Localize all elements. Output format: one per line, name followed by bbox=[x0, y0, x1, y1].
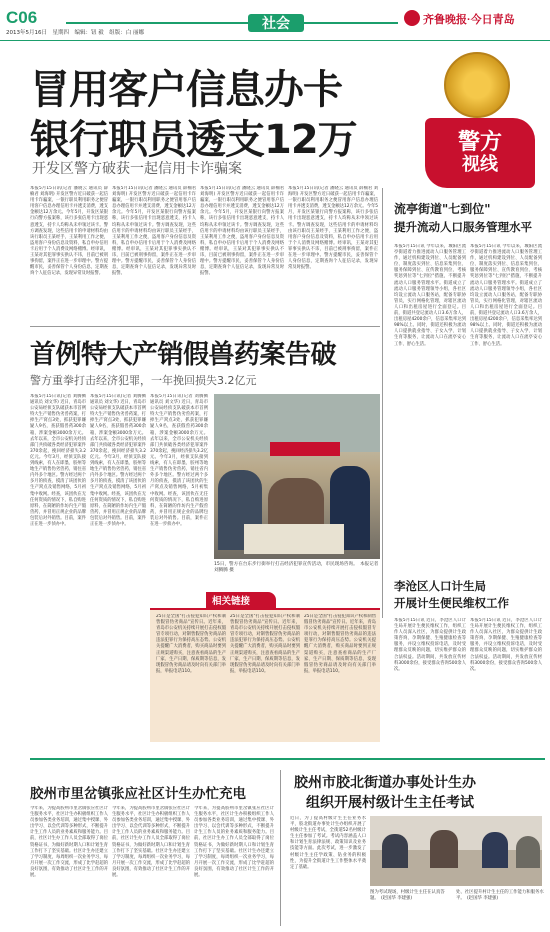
linkbox-body-col2: 25日是全国"打击侵犯知识产权和制售假冒伪劣商品"宣传日。近年来，青岛市公安机关持续开展打击侵权假冒专项行动，对制售假冒伪劣商品的违法犯罪行为保持高压态势。公安机关提醒广大消费者，购买商品时要到正规渠道购买，注意查看商品的生产厂家、生产日期、保质期等信息，发现假冒伪劣商品请及时向有关部门举报，举报电话110。 bbox=[230, 614, 300, 674]
sidebar-a-headline-line1: 流亭街道"七到位" bbox=[394, 202, 491, 216]
page-code: C06 bbox=[6, 8, 38, 27]
stamp-line2: 视线 bbox=[462, 154, 498, 175]
story1-body-col3: 本报5月15日讯(记者 潘晓云 通讯员 薛楠君 刘海明) 开发区警方近日破获一起信用卡诈骗案，一银行职员利用职务之便冒用客户信息办理信用卡并透支消费，透支金额达12万余元。今年5月，开发区某银行向警方报案称，该行多张信用卡出现恶意透支，持卡人均称从未申领过该卡。警方调查发现，这些信用卡的申请材料均由该行职员王某经手，王某利用工作之便，盗用客户身份信息及资料，私自申办信用卡后用于个人消费及网络赌博。经审讯，王某对其犯罪事实供认不讳，目前已被刑事拘留，案件正在进一步审理中。警方提醒市民，妥善保管个人身份信息，定期查询个人征信记录，发现异常及时报警。 bbox=[200, 186, 284, 277]
story4-body-col1: 近日，为了提高村级计生主任业务水平，胶北街道办事处计生办组织开展了村级计生主任考试，全街道52名村级计生主任参加了考试。考试内容涵盖人口和计划生育法律法规、政策知识及业务技能等方面。此次考试，进一步激发了村级计生主任学政策、钻业务的积极性，为提升全街道计生工作整体水平奠定了基础。 bbox=[290, 816, 366, 870]
divider-bottom-vertical bbox=[280, 770, 281, 926]
linkbox-header bbox=[206, 592, 276, 608]
sidebar-a-headline-line2: 提升流动人口服务管理水平 bbox=[394, 220, 532, 234]
story2-body-col3: 本报5月15日讯(记者 刘腾腾 通讯员 刘文华) 近日，青岛市公安局经侦支队破获本市首例特大生产销售伪劣兽药案，打掉生产窝点3处，抓获犯罪嫌疑人9名，查获假兽药300余箱，涉案金额3000余万元。去年以来，全市公安机关经侦部门共侦破各类经济犯罪案件370余起，挽回经济损失3.2亿元。今年3月，经侦支队接到线索，有人在即墨、胶州等地生产销售伪劣兽药，销往省内外多个地区。警方经过两个多月的侦查，摸清了该团伙的生产窝点及销售网络，5月初集中收网。经查，该团伙在无任何资质的情况下，私自购进原料，在简陋的作坊内生产假兽药，并冒用正规企业的品牌包装后对外销售。目前，案件正在进一步侦办中。 bbox=[150, 394, 208, 527]
sidebar-b-body-col2: 本报5月15日讯 近日，李沧区人口计生局开展计生便民维权工作，组织工作人员深入社区，为群众提供计生政策咨询、孕期保健、生殖健康检查等服务，并设立维权投诉电话，及时受理群众反映的问题，切实维护群众的合法权益。活动期间，共发放宣传材料3000余份，接受群众咨询500余人次。 bbox=[470, 618, 542, 672]
sidebar-b-body-col1: 本报5月15日讯 近日，李沧区人口计生局开展计生便民维权工作，组织工作人员深入社区，为群众提供计生政策咨询、孕期保健、生殖健康检查等服务，并设立维权投诉电话，及时受理群众反映的问题，切实维护群众的合法权益。活动期间，共发放宣传材料3000余份，接受群众咨询500余人次。 bbox=[394, 618, 466, 672]
linkbox-body-col3: 25日是全国"打击侵犯知识产权和制售假冒伪劣商品"宣传日。近年来，青岛市公安机关持续开展打击侵权假冒专项行动，对制售假冒伪劣商品的违法犯罪行为保持高压态势。公安机关提醒广大消费者，购买商品时要到正规渠道购买，注意查看商品的生产厂家、生产日期、保质期等信息，发现假冒伪劣商品请及时向有关部门举报，举报电话110。 bbox=[304, 614, 376, 674]
stamp-line1: 警方 bbox=[457, 130, 502, 155]
sidebar-a-body-col1: 本报5月15日讯 今年以来，城阳区流亭街道着力推进流动人口服务管理工作，通过机构建设到位、人员配备到位、制度落实到位、信息采集到位、服务保障到位、宣传教育到位、考核奖惩到位等"七到位"措施，不断提升流动人口服务管理水平。街道成立了流动人口服务管理领导小组，各社区均设立流动人口服务站，配备专职协管员，实行网格化管理，对辖区流动人口和出租房屋进行全面登记。目前，街道共登记流动人口3.6万余人，出租房屋4200余户，信息采集率达到98%以上。同时，街道还积极为流动人口提供就业指导、子女入学、计划生育等服务，让流动人口在流亭安心工作、舒心生活。 bbox=[394, 244, 466, 347]
dateline: 2013年5月16日 星期四 编辑：钮 毅 组版：白 丽娜 bbox=[6, 30, 144, 36]
story4-headline-line1: 胶州市胶北街道办事处计生办 bbox=[294, 775, 476, 791]
story1-body-col4: 本报5月15日讯(记者 潘晓云 通讯员 薛楠君 刘海明) 开发区警方近日破获一起信用卡诈骗案，一银行职员利用职务之便冒用客户信息办理信用卡并透支消费，透支金额达12万余元。今年5月，开发区某银行向警方报案称，该行多张信用卡出现恶意透支，持卡人均称从未申领过该卡。警方调查发现，这些信用卡的申请材料均由该行职员王某经手，王某利用工作之便，盗用客户身份信息及资料，私自申办信用卡后用于个人消费及网络赌博。经审讯，王某对其犯罪事实供认不讳，目前已被刑事拘留，案件正在进一步审理中。警方提醒市民，妥善保管个人身份信息，定期查询个人征信记录，发现异常及时报警。 bbox=[288, 186, 378, 271]
section-badge bbox=[248, 14, 304, 32]
photo-examinee-2 bbox=[430, 830, 458, 868]
masthead-rule bbox=[0, 40, 550, 41]
story4-tail-text: 处、社区提升村计生主任的工作能力和服务水平。 (赵国华 李建强) bbox=[456, 890, 544, 901]
story4-headline-line2: 组织开展村级计生主任考试 bbox=[306, 795, 474, 811]
story1-headline-line2: 银行职员透支12万 bbox=[30, 117, 357, 163]
story3-headline: 胶州市里岔镇张应社区计生办忙充电 bbox=[30, 786, 246, 802]
linkbox-title: 相关链接 bbox=[212, 596, 251, 607]
photo-examinee-3 bbox=[482, 832, 508, 868]
sidebar-a-body-col2: 本报5月15日讯 今年以来，城阳区流亭街道着力推进流动人口服务管理工作，通过机构建设到位、人员配备到位、制度落实到位、信息采集到位、服务保障到位、宣传教育到位、考核奖惩到位等"七到位"措施，不断提升流动人口服务管理水平。街道成立了流动人口服务管理领导小组，各社区均设立流动人口服务站，配备专职协管员，实行网格化管理，对辖区流动人口和出租房屋进行全面登记。目前，街道共登记流动人口3.6万余人，出租房屋4200余户，信息采集率达到98%以上。同时，街道还积极为流动人口提供就业指导、子女入学、计划生育等服务，让流动人口在流亭安心工作、舒心生活。 bbox=[470, 244, 542, 347]
story3-body-col2: 今年来，为提高胶州市里岔镇张应社区计生服务水平，社区计生办积极组织工作人员参加各类业务培训，通过集中授课、外出学习、以会代训等多种形式，不断提升计生工作人员的业务素质和服务能力。目前，社区计生办工作人员全部取得了岗位资格证书，为做好新时期人口和计划生育工作打下了坚实基础。社区计生办还建立了学习制度，每周组织一次业务学习，每月开展一次工作交流，形成了比学赶超的良好氛围，有效推动了社区计生工作的开展。 bbox=[112, 806, 190, 879]
story2-body-col2: 本报5月15日讯(记者 刘腾腾 通讯员 刘文华) 近日，青岛市公安局经侦支队破获本市首例特大生产销售伪劣兽药案，打掉生产窝点3处，抓获犯罪嫌疑人9名，查获假兽药300余箱，涉案金额3000余万元。去年以来，全市公安机关经侦部门共侦破各类经济犯罪案件370余起，挽回经济损失3.2亿元。今年3月，经侦支队接到线索，有人在即墨、胶州等地生产销售伪劣兽药，销往省内外多个地区。警方经过两个多月的侦查，摸清了该团伙的生产窝点及销售网络，5月初集中收网。经查，该团伙在无任何资质的情况下，私自购进原料，在简陋的作坊内生产假兽药，并冒用正规企业的品牌包装后对外销售。目前，案件正在进一步侦办中。 bbox=[90, 394, 146, 527]
police-badge-icon bbox=[444, 52, 510, 118]
story1-headline-line1: 冒用客户信息办卡 bbox=[30, 67, 342, 113]
sidebar-b-headline-line2: 开展计生便民维权工作 bbox=[394, 596, 509, 610]
section-title: 社会 bbox=[262, 15, 290, 31]
story3-body-col3: 今年来，为提高胶州市里岔镇张应社区计生服务水平，社区计生办积极组织工作人员参加各类业务培训，通过集中授课、外出学习、以会代训等多种形式，不断提升计生工作人员的业务素质和服务能力。目前，社区计生办工作人员全部取得了岗位资格证书，为做好新时期人口和计划生育工作打下了坚实基础。社区计生办还建立了学习制度，每周组织一次业务学习，每月开展一次工作交流，形成了比学赶超的良好氛围，有效推动了社区计生工作的开展。 bbox=[194, 806, 274, 879]
story2-top-rule bbox=[30, 326, 380, 327]
story1-subhead: 开发区警方破获一起信用卡诈骗案 bbox=[32, 161, 242, 177]
story2-headline: 首例特大产销假兽药案告破 bbox=[30, 340, 337, 370]
story1-body-col1: 本报5月15日讯(记者 潘晓云 通讯员 薛楠君 刘海明) 开发区警方近日破获一起信用卡诈骗案，一银行职员利用职务之便冒用客户信息办理信用卡并透支消费，透支金额达12万余元。今年5月，开发区某银行向警方报案称，该行多张信用卡出现恶意透支，持卡人均称从未申领过该卡。警方调查发现，这些信用卡的申请材料均由该行职员王某经手，王某利用工作之便，盗用客户身份信息及资料，私自申办信用卡后用于个人消费及网络赌博。经审讯，王某对其犯罪事实供认不讳，目前已被刑事拘留，案件正在进一步审理中。警方提醒市民，妥善保管个人身份信息，定期查询个人征信记录，发现异常及时报警。 bbox=[30, 186, 108, 277]
story4-photo-caption: 图为考试现场，村级计生主任在认真答题。 (赵国华 李建强) bbox=[370, 890, 445, 901]
story2-photo-caption: 15日，警方在台东步行街举行打击经济犯罪宣传活动，市民现场咨询。 本报记者 刘腾腾 摄 bbox=[214, 562, 379, 574]
story2-photo bbox=[214, 394, 380, 559]
story3-body-col1: 今年来，为提高胶州市里岔镇张应社区计生服务水平，社区计生办积极组织工作人员参加各类业务培训，通过集中授课、外出学习、以会代训等多种形式，不断提升计生工作人员的业务素质和服务能力。目前，社区计生办工作人员全部取得了岗位资格证书，为做好新时期人口和计划生育工作打下了坚实基础。社区计生办还建立了学习制度，每周组织一次业务学习，每月开展一次工作交流，形成了比学赶超的良好氛围，有效推动了社区计生工作的开展。 bbox=[30, 806, 108, 879]
photo-banner bbox=[270, 442, 340, 456]
story4-photo bbox=[370, 816, 542, 886]
paper-logo-icon bbox=[404, 10, 420, 26]
story2-subhead: 警方重拳打击经济犯罪，一年挽回损失3.2亿元 bbox=[30, 374, 257, 387]
photo-table bbox=[244, 524, 344, 554]
divider-vertical-right bbox=[382, 188, 383, 618]
bottom-section-rule bbox=[30, 758, 545, 760]
linkbox-body-col1: 25日是全国"打击侵犯知识产权和制售假冒伪劣商品"宣传日。近年来，青岛市公安机关持续开展打击侵权假冒专项行动，对制售假冒伪劣商品的违法犯罪行为保持高压态势。公安机关提醒广大消费者，购买商品时要到正规渠道购买，注意查看商品的生产厂家、生产日期、保质期等信息，发现假冒伪劣商品请及时向有关部门举报，举报电话110。 bbox=[156, 614, 226, 674]
photo-examinee-4 bbox=[516, 836, 540, 868]
police-stamp bbox=[425, 118, 535, 188]
photo-examinee-1 bbox=[382, 834, 408, 868]
section-bar-right bbox=[302, 22, 398, 24]
story2-body-col1: 本报5月15日讯(记者 刘腾腾 通讯员 刘文华) 近日，青岛市公安局经侦支队破获本市首例特大生产销售伪劣兽药案，打掉生产窝点3处，抓获犯罪嫌疑人9名，查获假兽药300余箱，涉案金额3000余万元。去年以来，全市公安机关经侦部门共侦破各类经济犯罪案件370余起，挽回经济损失3.2亿元。今年3月，经侦支队接到线索，有人在即墨、胶州等地生产销售伪劣兽药，销往省内外多个地区。警方经过两个多月的侦查，摸清了该团伙的生产窝点及销售网络，5月初集中收网。经查，该团伙在无任何资质的情况下，私自购进原料，在简陋的作坊内生产假兽药，并冒用正规企业的品牌包装后对外销售。目前，案件正在进一步侦办中。 bbox=[30, 394, 86, 527]
sidebar-b-headline-line1: 李沧区人口计生局 bbox=[394, 579, 486, 593]
story1-body-col2: 本报5月15日讯(记者 潘晓云 通讯员 薛楠君 刘海明) 开发区警方近日破获一起信用卡诈骗案，一银行职员利用职务之便冒用客户信息办理信用卡并透支消费，透支金额达12万余元。今年5月，开发区某银行向警方报案称，该行多张信用卡出现恶意透支，持卡人均称从未申领过该卡。警方调查发现，这些信用卡的申请材料均由该行职员王某经手，王某利用工作之便，盗用客户身份信息及资料，私自申办信用卡后用于个人消费及网络赌博。经审讯，王某对其犯罪事实供认不讳，目前已被刑事拘留，案件正在进一步审理中。警方提醒市民，妥善保管个人身份信息，定期查询个人征信记录，发现异常及时报警。 bbox=[112, 186, 196, 277]
section-bar bbox=[66, 22, 252, 24]
paper-name: 齐鲁晚报·今日青岛 bbox=[423, 14, 515, 26]
